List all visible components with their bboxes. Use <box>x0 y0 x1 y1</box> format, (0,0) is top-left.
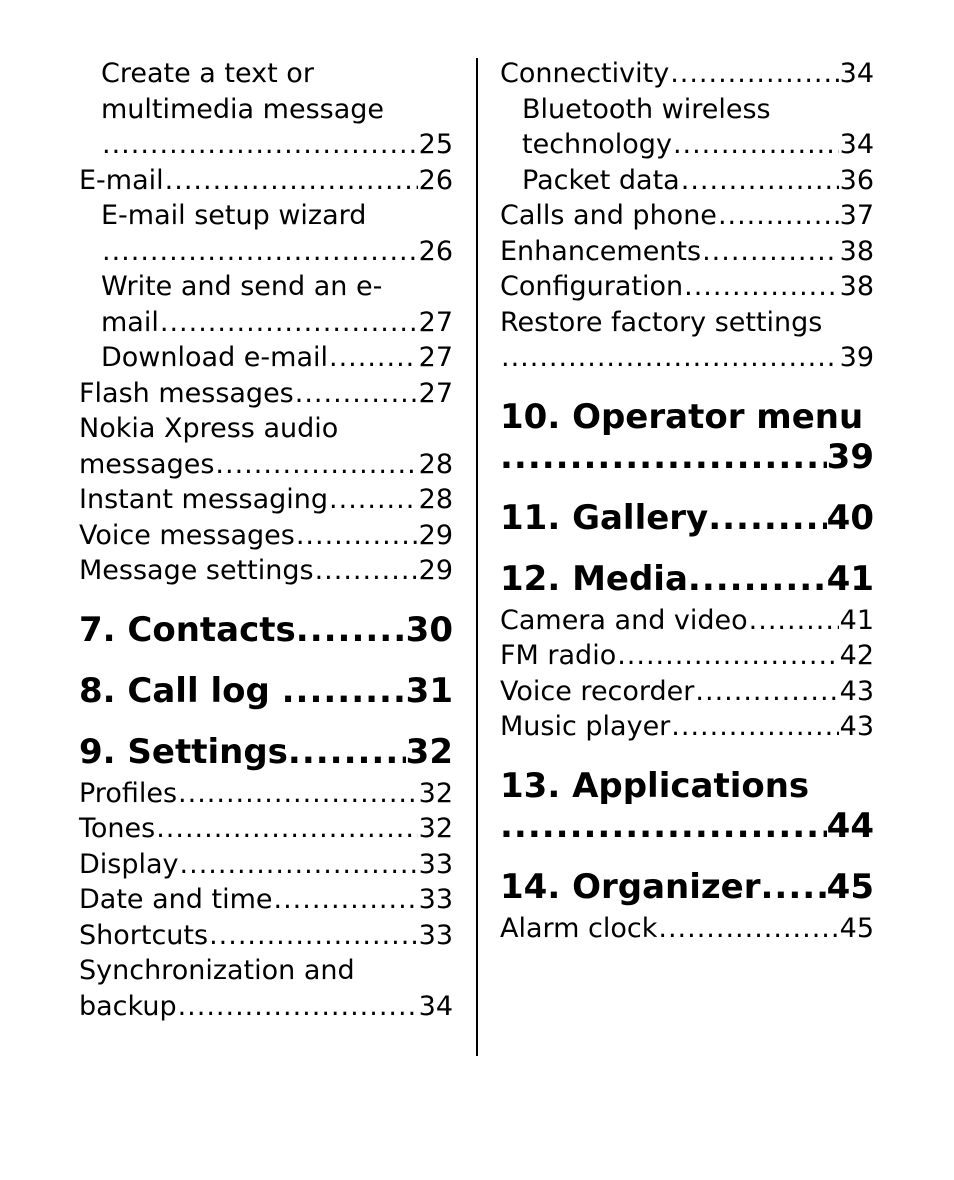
toc-page-number: 34 <box>418 990 453 1022</box>
toc-chapter-gallery[interactable] <box>500 498 874 538</box>
toc-entry-profiles[interactable] <box>79 776 453 812</box>
toc-entry-label: technology <box>522 129 672 160</box>
toc-chapter-label: 8. Call log <box>79 670 282 711</box>
column-divider <box>476 58 478 1056</box>
toc-page-number: 32 <box>418 813 453 844</box>
leader-dots <box>688 559 827 599</box>
toc-page-number: 31 <box>405 670 453 711</box>
toc-page-number: 26 <box>418 164 453 196</box>
toc-entry-synchronization-backup[interactable] <box>79 953 453 1024</box>
toc-entry-connectivity[interactable] <box>500 56 874 92</box>
toc-entry-label: multimedia message <box>101 93 385 125</box>
toc-page-number: 45 <box>839 912 874 944</box>
toc-page-number: 28 <box>418 484 453 515</box>
toc-entry-label: messages <box>79 448 215 480</box>
toc-entry-label: mail <box>101 306 159 338</box>
toc-page-number: 45 <box>826 866 874 907</box>
toc-entry-display[interactable] <box>79 847 453 883</box>
toc-entry-create-message[interactable] <box>79 56 453 163</box>
toc-chapter-organizer[interactable] <box>500 867 874 907</box>
toc-page-number: 41 <box>839 604 874 636</box>
toc-chapter-label: 9. Settings <box>79 731 288 772</box>
leader-dots <box>673 127 839 163</box>
toc-entry-label: backup <box>79 990 177 1022</box>
toc-entry-label: Flash messages <box>79 377 294 409</box>
toc-entry-email[interactable] <box>79 163 453 199</box>
toc-page-number: 33 <box>418 848 453 880</box>
leader-dots <box>209 918 418 954</box>
leader-dots <box>500 806 827 846</box>
leader-dots <box>670 56 838 92</box>
toc-chapter-media[interactable] <box>500 559 874 599</box>
toc-chapter-label: 14. Organizer <box>500 866 761 907</box>
toc-chapter-contacts[interactable] <box>79 610 453 650</box>
toc-entry-label: Packet data <box>522 164 680 196</box>
toc-entry-camera-video[interactable] <box>500 603 874 639</box>
toc-entry-message-settings[interactable] <box>79 553 453 589</box>
toc-page-number: 32 <box>418 777 453 809</box>
toc-entry-download-email[interactable] <box>79 340 453 376</box>
toc-entry-voice-messages[interactable] <box>79 518 453 554</box>
toc-page-number: 38 <box>839 271 874 302</box>
toc-page-number: 39 <box>826 436 874 477</box>
leader-dots <box>761 867 827 907</box>
leader-dots <box>295 376 418 412</box>
toc-entry-label: Configuration <box>500 271 684 302</box>
toc-entry-music-player[interactable] <box>500 709 874 745</box>
leader-dots <box>681 163 839 199</box>
leader-dots <box>708 498 826 538</box>
toc-page-number: 32 <box>405 731 453 772</box>
toc-entry-fm-radio[interactable] <box>500 638 874 674</box>
toc-page-number: 38 <box>839 235 874 267</box>
toc-entry-label: Message settings <box>79 555 314 586</box>
leader-dots <box>282 671 406 711</box>
toc-chapter-applications[interactable] <box>500 766 874 846</box>
toc-entry-voice-recorder[interactable] <box>500 674 874 710</box>
toc-entry-label: Voice recorder <box>500 675 695 707</box>
toc-entry-label: Shortcuts <box>79 919 209 951</box>
toc-page-number: 30 <box>405 609 453 650</box>
toc-chapter-call-log[interactable] <box>79 671 453 711</box>
toc-entry-alarm-clock[interactable] <box>500 911 874 947</box>
toc-entry-label: Date and time <box>79 884 273 915</box>
leader-dots <box>749 603 839 639</box>
toc-entry-label: Synchronization and <box>79 955 355 986</box>
leader-dots <box>501 340 839 376</box>
leader-dots <box>178 776 418 812</box>
toc-entry-label: Calls and phone <box>500 200 717 231</box>
leader-dots <box>617 638 838 674</box>
toc-entry-label: Bluetooth wireless <box>522 93 771 125</box>
toc-page-number: 28 <box>418 448 453 480</box>
toc-right-column <box>500 56 874 946</box>
toc-entry-instant-messaging[interactable] <box>79 482 453 518</box>
leader-dots <box>296 610 406 650</box>
toc-entry-packet-data[interactable] <box>500 163 874 199</box>
leader-dots <box>329 340 418 376</box>
leader-dots <box>160 305 418 341</box>
toc-chapter-label: 12. Media <box>500 558 688 599</box>
toc-page-number: 29 <box>418 519 453 551</box>
toc-entry-label: Alarm clock <box>500 912 658 944</box>
toc-page-number: 39 <box>839 342 874 373</box>
toc-page-number: 44 <box>826 805 874 846</box>
toc-entry-date-time[interactable] <box>79 882 453 918</box>
toc-entry-label: E-mail <box>79 164 164 196</box>
toc-page-number: 33 <box>418 919 453 951</box>
toc-page-number: 36 <box>839 164 874 196</box>
toc-page-number: 40 <box>826 497 874 538</box>
toc-page-number: 27 <box>418 342 453 373</box>
toc-entry-bluetooth[interactable] <box>500 92 874 163</box>
leader-dots <box>329 482 418 518</box>
toc-chapter-label: 13. Applications <box>500 765 810 806</box>
toc-entry-label: FM radio <box>500 640 617 671</box>
toc-entry-configuration[interactable] <box>500 269 874 305</box>
leader-dots <box>274 882 418 918</box>
leader-dots <box>684 269 839 305</box>
toc-left-column <box>79 56 453 1024</box>
leader-dots <box>702 234 839 270</box>
toc-page-number: 41 <box>826 558 874 599</box>
leader-dots <box>500 437 827 477</box>
leader-dots <box>658 911 838 947</box>
toc-entry-flash-messages[interactable] <box>79 376 453 412</box>
toc-entry-label: Tones <box>79 813 156 844</box>
toc-chapter-label: 11. Gallery <box>500 497 709 538</box>
toc-page-number: 25 <box>418 129 453 160</box>
leader-dots <box>156 811 417 847</box>
toc-entry-calls-phone[interactable] <box>500 198 874 234</box>
toc-entry-label: Camera and video <box>500 604 748 636</box>
toc-entry-label: Voice messages <box>79 519 295 551</box>
toc-entry-label: Download e-mail <box>101 342 328 373</box>
toc-chapter-settings[interactable] <box>79 732 453 772</box>
toc-page-number: 43 <box>839 675 874 707</box>
toc-entry-email-setup-wizard[interactable] <box>79 198 453 269</box>
toc-entry-label: Display <box>79 848 179 880</box>
toc-chapter-operator-menu[interactable] <box>500 397 874 477</box>
toc-page-number: 34 <box>839 129 874 160</box>
toc-entry-label: Create a text or <box>101 58 314 89</box>
toc-entry-label: Connectivity <box>500 58 670 89</box>
toc-entry-label: Instant messaging <box>79 484 329 515</box>
toc-page-number: 29 <box>418 555 453 586</box>
toc-page-number: 37 <box>839 200 874 231</box>
toc-entry-tones[interactable] <box>79 811 453 847</box>
toc-entry-write-send-email[interactable] <box>79 269 453 340</box>
toc-page-number: 42 <box>839 640 874 671</box>
toc-chapter-label: 7. Contacts <box>79 609 296 650</box>
leader-dots <box>671 709 838 745</box>
toc-entry-label: Profiles <box>79 777 178 809</box>
toc-page-number: 34 <box>839 58 874 89</box>
leader-dots <box>315 553 418 589</box>
leader-dots <box>718 198 839 234</box>
toc-entry-label: Nokia Xpress audio <box>79 413 339 444</box>
toc-entry-label: Write and send an e- <box>101 271 383 302</box>
toc-entry-label: Restore factory settings <box>500 306 823 338</box>
toc-entry-restore-factory[interactable] <box>500 305 874 376</box>
toc-page-number: 27 <box>418 306 453 338</box>
toc-entry-label: E-mail setup wizard <box>101 200 367 231</box>
leader-dots <box>180 847 418 883</box>
toc-page-number: 27 <box>418 377 453 409</box>
leader-dots <box>102 127 418 163</box>
leader-dots <box>165 163 418 199</box>
toc-entry-enhancements[interactable] <box>500 234 874 270</box>
leader-dots <box>215 447 417 483</box>
toc-page-number: 26 <box>418 235 453 267</box>
leader-dots <box>695 674 838 710</box>
toc-chapter-label: 10. Operator menu <box>500 396 864 437</box>
leader-dots <box>288 732 406 772</box>
toc-entry-shortcuts[interactable] <box>79 918 453 954</box>
leader-dots <box>296 518 418 554</box>
toc-entry-label: Music player <box>500 711 671 742</box>
toc-entry-label: Enhancements <box>500 235 702 267</box>
leader-dots <box>102 234 418 270</box>
toc-page-number: 33 <box>418 884 453 915</box>
toc-page-number: 43 <box>839 711 874 742</box>
toc-entry-nokia-xpress-audio[interactable] <box>79 411 453 482</box>
leader-dots <box>178 989 418 1025</box>
